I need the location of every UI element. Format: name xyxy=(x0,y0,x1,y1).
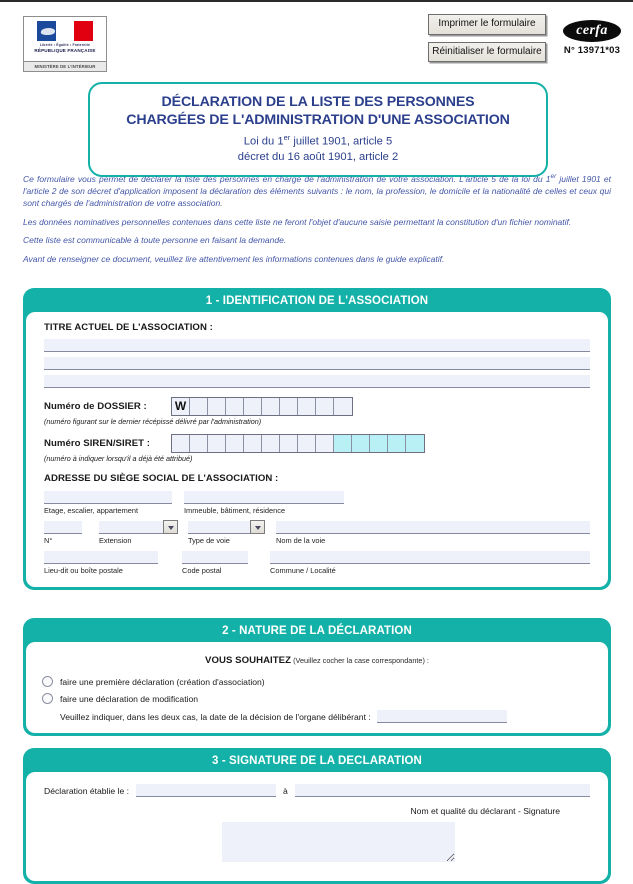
radio-option-first-declaration[interactable] xyxy=(42,676,592,687)
section-signature xyxy=(23,748,611,884)
address-locality-input[interactable] xyxy=(44,551,158,564)
siren-cell[interactable] xyxy=(172,435,190,452)
address-extension-caption: Extension xyxy=(99,536,132,545)
dossier-cell[interactable] xyxy=(316,398,334,415)
intro-paragraph-1 xyxy=(23,172,611,209)
radio-icon[interactable] xyxy=(42,693,53,704)
french-flag-icon xyxy=(37,21,93,41)
address-locality-caption: Lieu-dit ou boîte postale xyxy=(44,566,123,575)
chevron-down-icon[interactable] xyxy=(163,520,178,534)
document-title-box xyxy=(88,82,548,177)
declaration-at-label: à xyxy=(283,785,288,796)
section-declaration-nature xyxy=(23,618,611,736)
intro-p1-b: juillet 1901 et l'article 2 de son décret d'application imposent la déclaration des éléments suivants : le nom, la profession, le domicile et la nationalité de celles et ceux qui sont chargés de l'administration de votre association. xyxy=(23,173,611,208)
republic-logo xyxy=(23,16,107,72)
siren-cell[interactable] xyxy=(298,435,316,452)
dossier-number-label: Numéro de DOSSIER : xyxy=(44,401,147,412)
dossier-cell[interactable] xyxy=(298,398,316,415)
dossier-cell[interactable] xyxy=(226,398,244,415)
address-postcode-caption: Code postal xyxy=(182,566,222,575)
declaration-made-on-label: Déclaration établie le : xyxy=(44,785,130,796)
declaration-prompt-bold: VOUS SOUHAITEZ xyxy=(205,655,292,666)
page-title-line1: DÉCLARATION DE LA LISTE DES PERSONNES xyxy=(161,94,475,110)
address-street-type-input[interactable] xyxy=(188,521,250,534)
siren-cell[interactable] xyxy=(262,435,280,452)
dossier-cell[interactable] xyxy=(280,398,298,415)
chevron-down-icon[interactable] xyxy=(250,520,265,534)
address-section-label: ADRESSE DU SIÈGE SOCIAL DE L'ASSOCIATION : xyxy=(44,473,279,484)
siret-cell[interactable] xyxy=(352,435,370,452)
cerfa-block xyxy=(558,20,626,56)
address-building-caption: Immeuble, bâtiment, résidence xyxy=(184,506,286,515)
form-actions xyxy=(428,14,546,69)
reset-form-button[interactable]: Réinitialiser le formulaire xyxy=(428,42,546,63)
siren-cell[interactable] xyxy=(226,435,244,452)
logo-republic-text: RÉPUBLIQUE FRANÇAISE xyxy=(34,48,96,54)
radio-label-modification: faire une déclaration de modification xyxy=(60,693,199,704)
cerfa-number: N° 13971*03 xyxy=(563,45,621,56)
section-identification xyxy=(23,288,611,590)
association-title-label: TITRE ACTUEL DE L'ASSOCIATION : xyxy=(44,322,213,333)
association-title-input-1[interactable] xyxy=(44,339,590,352)
address-city-caption: Commune / Localité xyxy=(270,566,336,575)
section1-heading: 1 - IDENTIFICATION DE L'ASSOCIATION xyxy=(205,295,429,307)
intro-p1-sup: er xyxy=(550,173,557,180)
declaration-date-input[interactable] xyxy=(136,784,276,797)
decision-date-label: Veuillez indiquer, dans les deux cas, la date de la décision de l'organe délibérant : xyxy=(60,711,371,722)
siret-cell[interactable] xyxy=(388,435,406,452)
intro-paragraph-3: Cette liste est communicable à toute personne en faisant la demande. xyxy=(23,235,287,246)
siren-cell[interactable] xyxy=(316,435,334,452)
association-title-input-3[interactable] xyxy=(44,375,590,388)
address-floor-caption: Etage, escalier, appartement xyxy=(44,506,139,515)
print-form-button[interactable]: Imprimer le formulaire xyxy=(428,14,546,35)
intro-paragraph-4: Avant de renseigner ce document, veuillez lire attentivement les informations contenues dans le guide explicatif. xyxy=(23,253,445,264)
address-building-input[interactable] xyxy=(184,491,344,504)
law1-sup: er xyxy=(283,133,291,143)
siren-siret-boxes[interactable] xyxy=(171,434,425,453)
dossier-number-hint: (numéro figurant sur le dernier récépissé délivré par l'administration) xyxy=(44,417,262,426)
signature-input[interactable] xyxy=(222,822,455,862)
dossier-cell[interactable] xyxy=(244,398,262,415)
siret-cell[interactable] xyxy=(334,435,352,452)
intro-paragraph-2: Les données nominatives personnelles contenues dans cette liste ne feront l'objet d'aucune saisie permettant la constitution d'un fichier nominatif. xyxy=(23,216,572,227)
address-block xyxy=(44,491,590,575)
dossier-cell[interactable] xyxy=(262,398,280,415)
law1-post: juillet 1901, article 5 xyxy=(290,136,393,149)
law-reference-2: décret du 16 août 1901, article 2 xyxy=(237,151,399,164)
radio-option-modification[interactable] xyxy=(42,693,592,704)
dossier-cell[interactable] xyxy=(334,398,352,415)
siren-cell[interactable] xyxy=(280,435,298,452)
association-title-fields xyxy=(44,339,590,388)
declaration-place-input[interactable] xyxy=(295,784,590,797)
address-street-name-caption: Nom de la voie xyxy=(276,536,326,545)
siren-cell[interactable] xyxy=(208,435,226,452)
siren-siret-label: Numéro SIREN/SIRET : xyxy=(44,438,151,449)
section2-heading: 2 - NATURE DE LA DÉCLARATION xyxy=(222,625,412,637)
address-extension-input[interactable] xyxy=(99,521,163,534)
section3-heading: 3 - SIGNATURE DE LA DECLARATION xyxy=(212,755,422,767)
page-title-line2: CHARGÉES DE L'ADMINISTRATION D'UNE ASSOCIATION xyxy=(126,112,510,129)
address-city-input[interactable] xyxy=(270,551,590,564)
law-reference-1 xyxy=(96,133,540,150)
cerfa-logo: cerfa xyxy=(563,20,621,42)
address-number-caption: N° xyxy=(44,536,53,545)
law1-pre: Loi du 1 xyxy=(243,136,284,149)
declaration-prompt xyxy=(42,650,592,668)
declaration-prompt-rest: (Veuillez cocher la case correspondante) : xyxy=(291,656,429,665)
address-postcode-input[interactable] xyxy=(182,551,248,564)
declaration-place-row xyxy=(44,784,590,797)
association-title-input-2[interactable] xyxy=(44,357,590,370)
logo-ministry-text: MINISTÈRE DE L'INTÉRIEUR xyxy=(23,62,107,72)
siren-cell[interactable] xyxy=(244,435,262,452)
radio-icon[interactable] xyxy=(42,676,53,687)
flag-logo-box xyxy=(23,16,107,62)
address-floor-input[interactable] xyxy=(44,491,172,504)
dossier-cell[interactable] xyxy=(208,398,226,415)
radio-label-first-declaration: faire une première déclaration (création d'association) xyxy=(60,676,265,687)
dossier-cell[interactable] xyxy=(190,398,208,415)
intro-text xyxy=(23,172,611,271)
siren-cell[interactable] xyxy=(190,435,208,452)
address-number-input[interactable] xyxy=(44,521,82,534)
logo-motto: Liberté • Égalité • Fraternité xyxy=(39,43,91,47)
siren-siret-hint: (numéro à indiquer lorsqu'il a déjà été attribué) xyxy=(44,454,193,463)
signature-caption: Nom et qualité du déclarant - Signature xyxy=(410,806,560,816)
decision-date-input[interactable] xyxy=(377,710,507,723)
dossier-number-boxes[interactable] xyxy=(171,397,353,416)
siret-cell[interactable] xyxy=(370,435,388,452)
siret-cell[interactable] xyxy=(406,435,424,452)
intro-p1-a: Ce formulaire vous permet de déclarer la liste des personnes en charge de l'administration de votre association. L'article 5 de la loi du 1 xyxy=(23,173,551,184)
dossier-prefix-cell: W xyxy=(172,398,190,415)
address-street-type-caption: Type de voie xyxy=(188,536,230,545)
top-bar xyxy=(0,0,633,78)
address-street-name-input[interactable] xyxy=(276,521,590,534)
